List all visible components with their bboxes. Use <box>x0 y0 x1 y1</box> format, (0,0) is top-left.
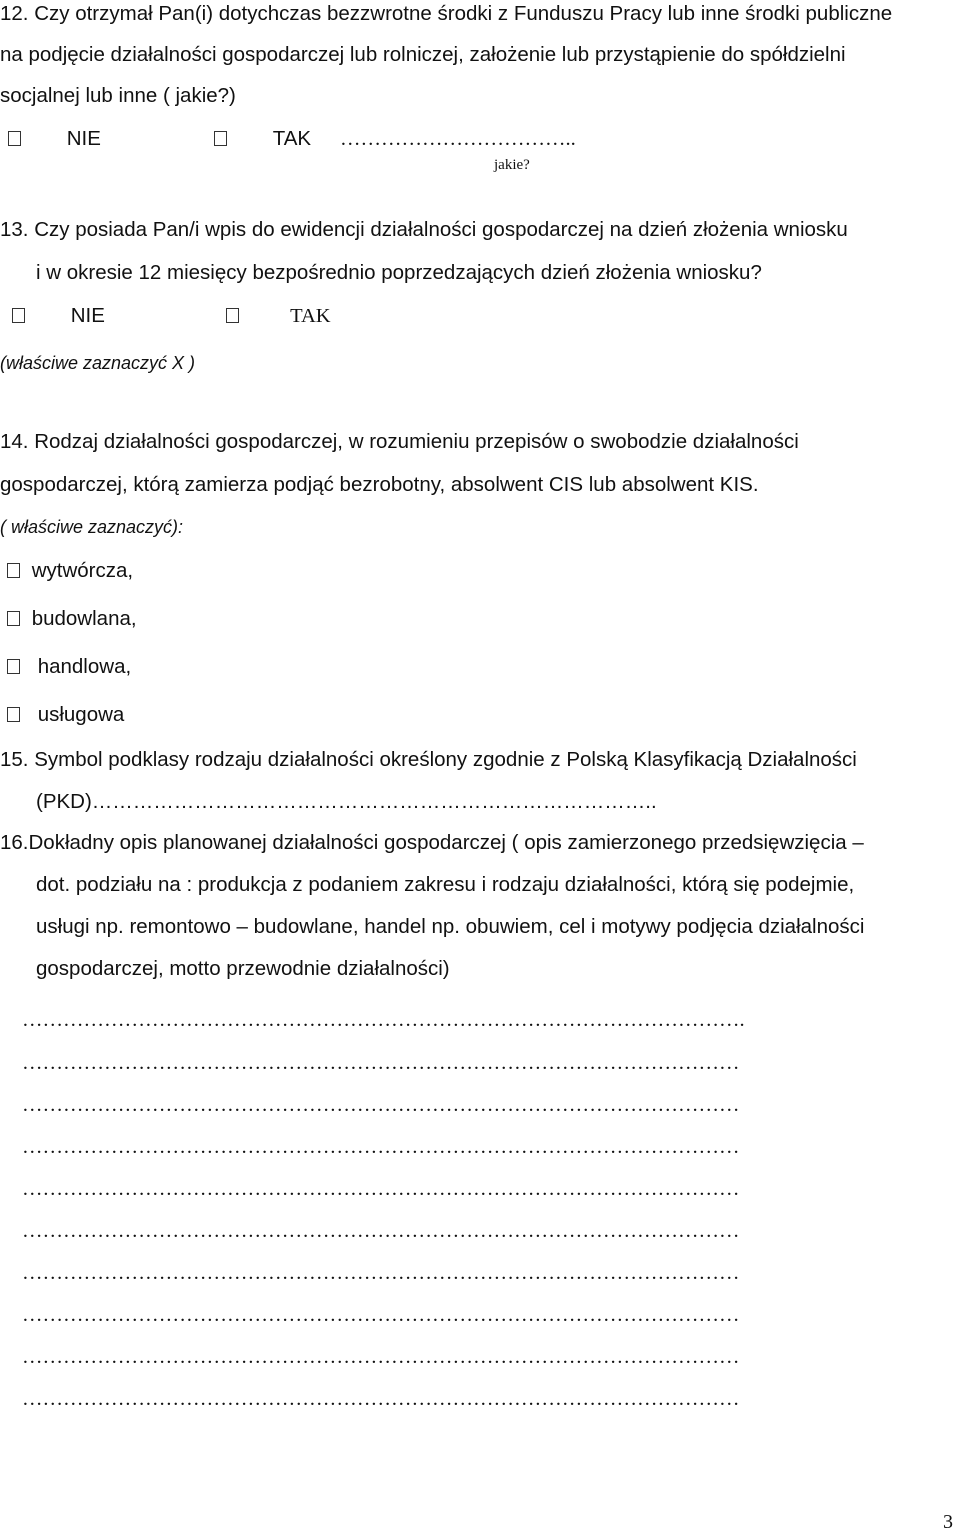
answer-line[interactable]: …………………………………………………………………………………………… <box>22 1052 740 1074</box>
q14-option-label: wytwórcza, <box>31 559 134 582</box>
q13-option-yes-label: TAK <box>290 305 331 327</box>
q16-text-line2: dot. podziału na : produkcja z podaniem zakresu i rodzaju działalności, którą się podejmie, <box>36 873 855 896</box>
answer-line[interactable]: …………………………………………………………………………………………… <box>22 1388 740 1410</box>
answer-line[interactable]: …………………………………………………………………………………………… <box>22 1136 740 1158</box>
q12-option-no-label: NIE <box>66 127 101 150</box>
page-number: 3 <box>943 1511 953 1533</box>
q12-option-yes[interactable] <box>214 129 311 150</box>
q12-text-line2: na podjęcie działalności gospodarczej lub rolniczej, założenie lub przystąpienie do spółdzielni <box>0 43 846 66</box>
q12-text-line3: socjalnej lub inne ( jakie?) <box>0 84 236 107</box>
checkbox-icon[interactable] <box>7 659 20 674</box>
answer-line[interactable]: …………………………………………………………………………………………… <box>22 1304 740 1326</box>
q12-answer-hint: jakie? <box>494 157 530 173</box>
q14-text-line2: gospodarczej, którą zamierza podjąć bezrobotny, absolwent CIS lub absolwent KIS. <box>0 473 759 496</box>
q14-note: ( właściwe zaznaczyć): <box>0 517 184 537</box>
q14-text-line1: 14. Rodzaj działalności gospodarczej, w rozumieniu przepisów o swobodzie działalności <box>0 430 799 453</box>
answer-line[interactable]: …………………………………………………………………………………………… <box>22 1262 740 1284</box>
checkbox-icon[interactable] <box>8 131 21 146</box>
q14-option-label: usługowa <box>37 703 125 726</box>
q14-option-uslugowa[interactable] <box>7 705 124 726</box>
checkbox-icon[interactable] <box>7 563 20 578</box>
answer-line[interactable]: ……………………………………………………………………………………………. <box>22 1009 745 1031</box>
q13-text-line1: 13. Czy posiada Pan/i wpis do ewidencji działalności gospodarczej na dzień złożenia wniosku <box>0 218 848 241</box>
q16-text-line3: usługi np. remontowo – budowlane, handel np. obuwiem, cel i motywy podjęcia działalności <box>36 915 865 938</box>
answer-line[interactable]: …………………………………………………………………………………………… <box>22 1178 740 1200</box>
checkbox-icon[interactable] <box>7 707 20 722</box>
checkbox-icon[interactable] <box>12 308 25 323</box>
answer-line[interactable]: …………………………………………………………………………………………… <box>22 1094 740 1116</box>
q14-option-budowlana[interactable] <box>7 609 137 630</box>
q15-pkd-line[interactable]: (PKD)……………………………………………………………………….. <box>36 790 657 813</box>
q13-note: (właściwe zaznaczyć X ) <box>0 353 196 373</box>
checkbox-icon[interactable] <box>226 308 239 323</box>
checkbox-icon[interactable] <box>7 611 20 626</box>
q14-option-handlowa[interactable] <box>7 657 131 678</box>
q16-text-line1: 16.Dokładny opis planowanej działalności gospodarczej ( opis zamierzonego przedsięwzięcia – <box>0 831 864 854</box>
q14-option-label: budowlana, <box>31 607 137 630</box>
q12-option-yes-label: TAK <box>272 127 312 150</box>
q12-text-line1: 12. Czy otrzymał Pan(i) dotychczas bezzwrotne środki z Funduszu Pracy lub inne środki publiczne <box>0 2 893 25</box>
answer-line[interactable]: …………………………………………………………………………………………… <box>22 1346 740 1368</box>
q13-text-line2: i w okresie 12 miesięcy bezpośrednio poprzedzających dzień złożenia wniosku? <box>36 261 762 284</box>
q13-option-no-label: NIE <box>70 304 105 327</box>
q13-option-no[interactable] <box>12 306 105 327</box>
q12-answer-dots[interactable]: …………………………….. <box>340 128 576 150</box>
q15-text-line1: 15. Symbol podklasy rodzaju działalności określony zgodnie z Polską Klasyfikacją Działalności <box>0 748 857 771</box>
answer-line[interactable]: …………………………………………………………………………………………… <box>22 1220 740 1242</box>
q13-option-yes[interactable] <box>226 306 331 327</box>
q14-option-wytworcza[interactable] <box>7 561 133 582</box>
q16-text-line4: gospodarczej, motto przewodnie działalności) <box>36 957 450 980</box>
q14-option-label: handlowa, <box>37 655 132 678</box>
checkbox-icon[interactable] <box>214 131 227 146</box>
q12-option-no[interactable] <box>8 129 101 150</box>
